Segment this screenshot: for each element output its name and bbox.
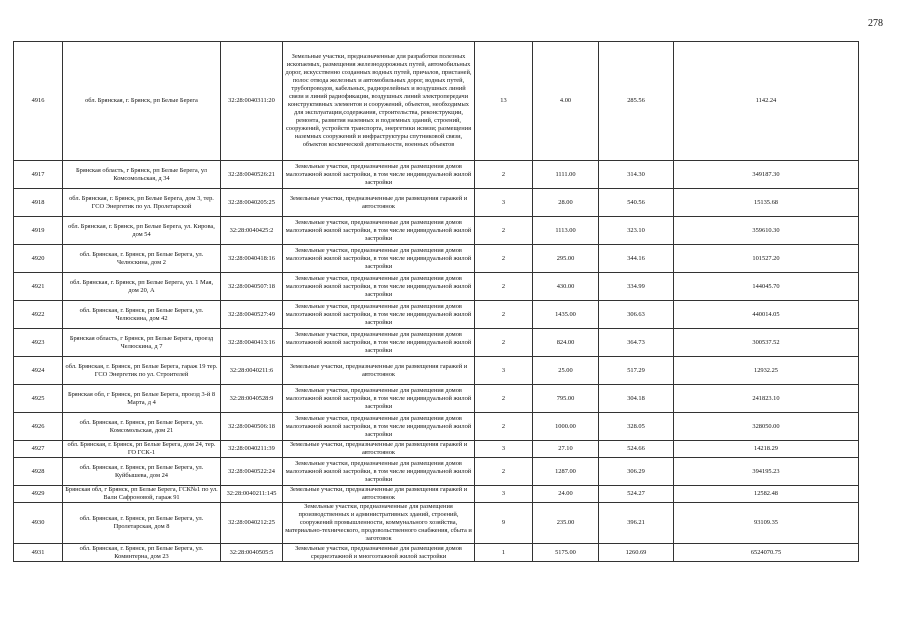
- cell-rate: 285.56: [599, 42, 674, 161]
- table-row: [14, 458, 859, 486]
- cell-area: 824.00: [533, 329, 599, 357]
- table-row: [14, 301, 859, 329]
- cell-land-use-description: Земельные участки, предназначенные для размещения домов малоэтажной жилой застройки, в том числе индивидуальной жилой застройки: [283, 301, 475, 329]
- table-row: [14, 385, 859, 413]
- table-row: [14, 161, 859, 189]
- cell-cadastral-number: 32:28:0040505:5: [221, 544, 283, 562]
- land-register-table: [13, 41, 859, 562]
- table-row: [14, 544, 859, 562]
- cell-group: 3: [475, 441, 533, 458]
- cell-row-number: 4927: [14, 441, 63, 458]
- table-row: [14, 245, 859, 273]
- cell-rate: 304.18: [599, 385, 674, 413]
- cell-row-number: 4929: [14, 486, 63, 503]
- cell-cadastral-value: 93109.35: [674, 503, 859, 544]
- cell-land-use-description: Земельные участки, предназначенные для размещения домов среднеэтажной и многоэтажной жилой застройки: [283, 544, 475, 562]
- table-row: [14, 189, 859, 217]
- cell-rate: 1260.69: [599, 544, 674, 562]
- table-row: [14, 357, 859, 385]
- cell-rate: 540.56: [599, 189, 674, 217]
- cell-address: Брянская обл, г Брянск, рп Белые Берега, ГСК№1 по ул. Вали Сафроновой, гараж 91: [63, 486, 221, 503]
- cell-cadastral-number: 32:28:0040212:25: [221, 503, 283, 544]
- cell-cadastral-number: 32:28:0040528:9: [221, 385, 283, 413]
- table-row: [14, 413, 859, 441]
- cell-address: обл. Брянская, г. Брянск, рп Белые Берега, ул. Челюскина, дом 42: [63, 301, 221, 329]
- cell-cadastral-value: 15135.68: [674, 189, 859, 217]
- cell-cadastral-number: 32:28:0040522:24: [221, 458, 283, 486]
- cell-address: обл. Брянская, г. Брянск, рп Белые Берега, ул. 1 Мая, дом 20, А: [63, 273, 221, 301]
- cell-address: обл. Брянская, г. Брянск, рп Белые Берега, ул. Челюскина, дом 2: [63, 245, 221, 273]
- cell-row-number: 4930: [14, 503, 63, 544]
- table-row: [14, 486, 859, 503]
- cell-rate: 524.27: [599, 486, 674, 503]
- cell-address: обл. Брянская, г. Брянск, рп Белые Берега, ул. Коминтерна, дом 23: [63, 544, 221, 562]
- cell-group: 3: [475, 357, 533, 385]
- cell-cadastral-number: 32:28:0040205:25: [221, 189, 283, 217]
- cell-area: 1111.00: [533, 161, 599, 189]
- cell-group: 2: [475, 458, 533, 486]
- cell-land-use-description: Земельные участки, предназначенные для размещения гаражей и автостоянок: [283, 357, 475, 385]
- cell-address: Брянская обл, г Брянск, рп Белые Берега, проезд 3-й 8 Марта, д 4: [63, 385, 221, 413]
- cell-cadastral-number: 32:28:0040506:18: [221, 413, 283, 441]
- cell-cadastral-value: 12582.48: [674, 486, 859, 503]
- cell-area: 295.00: [533, 245, 599, 273]
- cell-land-use-description: Земельные участки, предназначенные для разработки полезных ископаемых, размещения железнодорожных путей, автомобильных дорог, искусственно созданных водных путей, причалов, пристаней, полос отвода железных и автомобильных дорог, водных путей, трубопроводов, кабельных, радиорелейных и воздушных линий связи и линий радиофикации, воздушных линий электропередачи конструктивных элементов и сооружений, объектов, необходимых для эксплуатации,содержания, строительства, реконструкции, ремонта, развития наземных и подземных зданий, строений, сооружений, устройств транспорта, энергетики исвязи; размещения наземных сооружений и инфраструктуры спутниковой связи, объектов космической деятельности, военных объектов: [283, 42, 475, 161]
- cell-cadastral-number: 32:28:0040311:20: [221, 42, 283, 161]
- cell-address: обл. Брянская, г. Брянск, рп Белые Берега, ул. Куйбышева, дом 24: [63, 458, 221, 486]
- cell-cadastral-value: 12932.25: [674, 357, 859, 385]
- cell-address: обл. Брянская, г. Брянск, рп Белые Берега: [63, 42, 221, 161]
- cell-address: обл. Брянская, г. Брянск, рп Белые Берега, ул. Комсомольская, дом 21: [63, 413, 221, 441]
- cell-rate: 517.29: [599, 357, 674, 385]
- cell-cadastral-value: 14218.29: [674, 441, 859, 458]
- cell-rate: 328.05: [599, 413, 674, 441]
- cell-row-number: 4928: [14, 458, 63, 486]
- cell-group: 2: [475, 301, 533, 329]
- cell-address: Брянская область, г Брянск, рп Белые Берега, ул Комсомольская, д 34: [63, 161, 221, 189]
- cell-land-use-description: Земельные участки, предназначенные для размещения домов малоэтажной жилой застройки, в том числе индивидуальной жилой застройки: [283, 413, 475, 441]
- page-number: 278: [868, 18, 883, 29]
- cell-row-number: 4922: [14, 301, 63, 329]
- cell-address: обл. Брянская, г. Брянск, рп Белые Берега, гараж 19 тер. ГСО Энергетик по ул. Строителей: [63, 357, 221, 385]
- cell-address: Брянская область, г Брянск, рп Белые Берега, проезд Челюскина, д 7: [63, 329, 221, 357]
- cell-group: 13: [475, 42, 533, 161]
- cell-row-number: 4924: [14, 357, 63, 385]
- cell-group: 2: [475, 385, 533, 413]
- cell-cadastral-value: 6524070.75: [674, 544, 859, 562]
- cell-rate: 306.29: [599, 458, 674, 486]
- cell-area: 1000.00: [533, 413, 599, 441]
- cell-area: 24.00: [533, 486, 599, 503]
- cell-land-use-description: Земельные участки, предназначенные для размещения гаражей и автостоянок: [283, 486, 475, 503]
- cell-area: 430.00: [533, 273, 599, 301]
- cell-area: 25.00: [533, 357, 599, 385]
- cell-area: 28.00: [533, 189, 599, 217]
- cell-rate: 344.16: [599, 245, 674, 273]
- cell-area: 1435.00: [533, 301, 599, 329]
- cell-rate: 334.99: [599, 273, 674, 301]
- cell-row-number: 4916: [14, 42, 63, 161]
- cell-row-number: 4931: [14, 544, 63, 562]
- cell-cadastral-value: 144045.70: [674, 273, 859, 301]
- cell-address: обл. Брянская, г. Брянск, рп Белые Берега, ул. Кирова, дом 54: [63, 217, 221, 245]
- cell-cadastral-number: 32:28:0040413:16: [221, 329, 283, 357]
- cell-row-number: 4919: [14, 217, 63, 245]
- cell-cadastral-number: 32:28:0040527:49: [221, 301, 283, 329]
- cell-cadastral-number: 32:28:0040211:145: [221, 486, 283, 503]
- table-row: [14, 42, 859, 161]
- cell-rate: 396.21: [599, 503, 674, 544]
- cell-area: 235.00: [533, 503, 599, 544]
- cell-cadastral-number: 32:28:0040211:6: [221, 357, 283, 385]
- cell-group: 3: [475, 189, 533, 217]
- table-row: [14, 503, 859, 544]
- cell-rate: 306.63: [599, 301, 674, 329]
- cell-land-use-description: Земельные участки, предназначенные для размещения домов малоэтажной жилой застройки, в том числе индивидуальной жилой застройки: [283, 273, 475, 301]
- cell-group: 2: [475, 413, 533, 441]
- cell-cadastral-number: 32:28:0040425:2: [221, 217, 283, 245]
- cell-cadastral-number: 32:28:0040418:16: [221, 245, 283, 273]
- cell-rate: 314.30: [599, 161, 674, 189]
- cell-row-number: 4918: [14, 189, 63, 217]
- cell-area: 795.00: [533, 385, 599, 413]
- table-row: [14, 441, 859, 458]
- cell-land-use-description: Земельные участки, предназначенные для размещения домов малоэтажной жилой застройки, в том числе индивидуальной жилой застройки: [283, 245, 475, 273]
- cell-rate: 323.10: [599, 217, 674, 245]
- cell-area: 5175.00: [533, 544, 599, 562]
- cell-land-use-description: Земельные участки, предназначенные для размещения гаражей и автостоянок: [283, 441, 475, 458]
- cell-cadastral-value: 300537.52: [674, 329, 859, 357]
- cell-address: обл. Брянская, г. Брянск, рп Белые Берега, ул. Пролетарская, дом 8: [63, 503, 221, 544]
- cell-area: 4.00: [533, 42, 599, 161]
- cell-row-number: 4926: [14, 413, 63, 441]
- cell-cadastral-value: 101527.20: [674, 245, 859, 273]
- cell-land-use-description: Земельные участки, предназначенные для размещения гаражей и автостоянок: [283, 189, 475, 217]
- cell-cadastral-value: 328050.00: [674, 413, 859, 441]
- cell-group: 3: [475, 486, 533, 503]
- cell-rate: 524.66: [599, 441, 674, 458]
- cell-cadastral-value: 359610.30: [674, 217, 859, 245]
- cell-area: 27.10: [533, 441, 599, 458]
- cell-group: 2: [475, 329, 533, 357]
- cell-group: 2: [475, 161, 533, 189]
- cell-land-use-description: Земельные участки, предназначенные для размещения производственных и административных зданий, строений, сооружений промышленности, коммунального хозяйства, материально-технического, продовольственного снабжения, сбыта и заготовок: [283, 503, 475, 544]
- cell-address: обл. Брянская, г. Брянск, рп Белые Берега, дом 3, тер. ГСО Энергетик по ул. Пролетарской: [63, 189, 221, 217]
- cell-group: 2: [475, 245, 533, 273]
- cell-cadastral-value: 241823.10: [674, 385, 859, 413]
- cell-group: 9: [475, 503, 533, 544]
- cell-cadastral-value: 394195.23: [674, 458, 859, 486]
- cell-land-use-description: Земельные участки, предназначенные для размещения домов малоэтажной жилой застройки, в том числе индивидуальной жилой застройки: [283, 161, 475, 189]
- cell-row-number: 4917: [14, 161, 63, 189]
- table-row: [14, 273, 859, 301]
- cell-cadastral-value: 1142.24: [674, 42, 859, 161]
- cell-cadastral-number: 32:28:0040507:18: [221, 273, 283, 301]
- cell-group: 1: [475, 544, 533, 562]
- cell-cadastral-value: 440014.05: [674, 301, 859, 329]
- cell-cadastral-number: 32:28:0040211:39: [221, 441, 283, 458]
- table-row: [14, 217, 859, 245]
- cell-cadastral-number: 32:28:0040526:21: [221, 161, 283, 189]
- cell-cadastral-value: 349187.30: [674, 161, 859, 189]
- cell-group: 2: [475, 217, 533, 245]
- cell-area: 1287.00: [533, 458, 599, 486]
- cell-land-use-description: Земельные участки, предназначенные для размещения домов малоэтажной жилой застройки, в том числе индивидуальной жилой застройки: [283, 329, 475, 357]
- cell-group: 2: [475, 273, 533, 301]
- cell-land-use-description: Земельные участки, предназначенные для размещения домов малоэтажной жилой застройки, в том числе индивидуальной жилой застройки: [283, 217, 475, 245]
- cell-address: обл. Брянская, г. Брянск, рп Белые Берега, дом 24, тер. ГО ГСК-1: [63, 441, 221, 458]
- cell-area: 1113.00: [533, 217, 599, 245]
- cell-row-number: 4925: [14, 385, 63, 413]
- table-row: [14, 329, 859, 357]
- cell-row-number: 4921: [14, 273, 63, 301]
- cell-land-use-description: Земельные участки, предназначенные для размещения домов малоэтажной жилой застройки, в том числе индивидуальной жилой застройки: [283, 385, 475, 413]
- cell-land-use-description: Земельные участки, предназначенные для размещения домов малоэтажной жилой застройки, в том числе индивидуальной жилой застройки: [283, 458, 475, 486]
- cell-rate: 364.73: [599, 329, 674, 357]
- cell-row-number: 4923: [14, 329, 63, 357]
- cell-row-number: 4920: [14, 245, 63, 273]
